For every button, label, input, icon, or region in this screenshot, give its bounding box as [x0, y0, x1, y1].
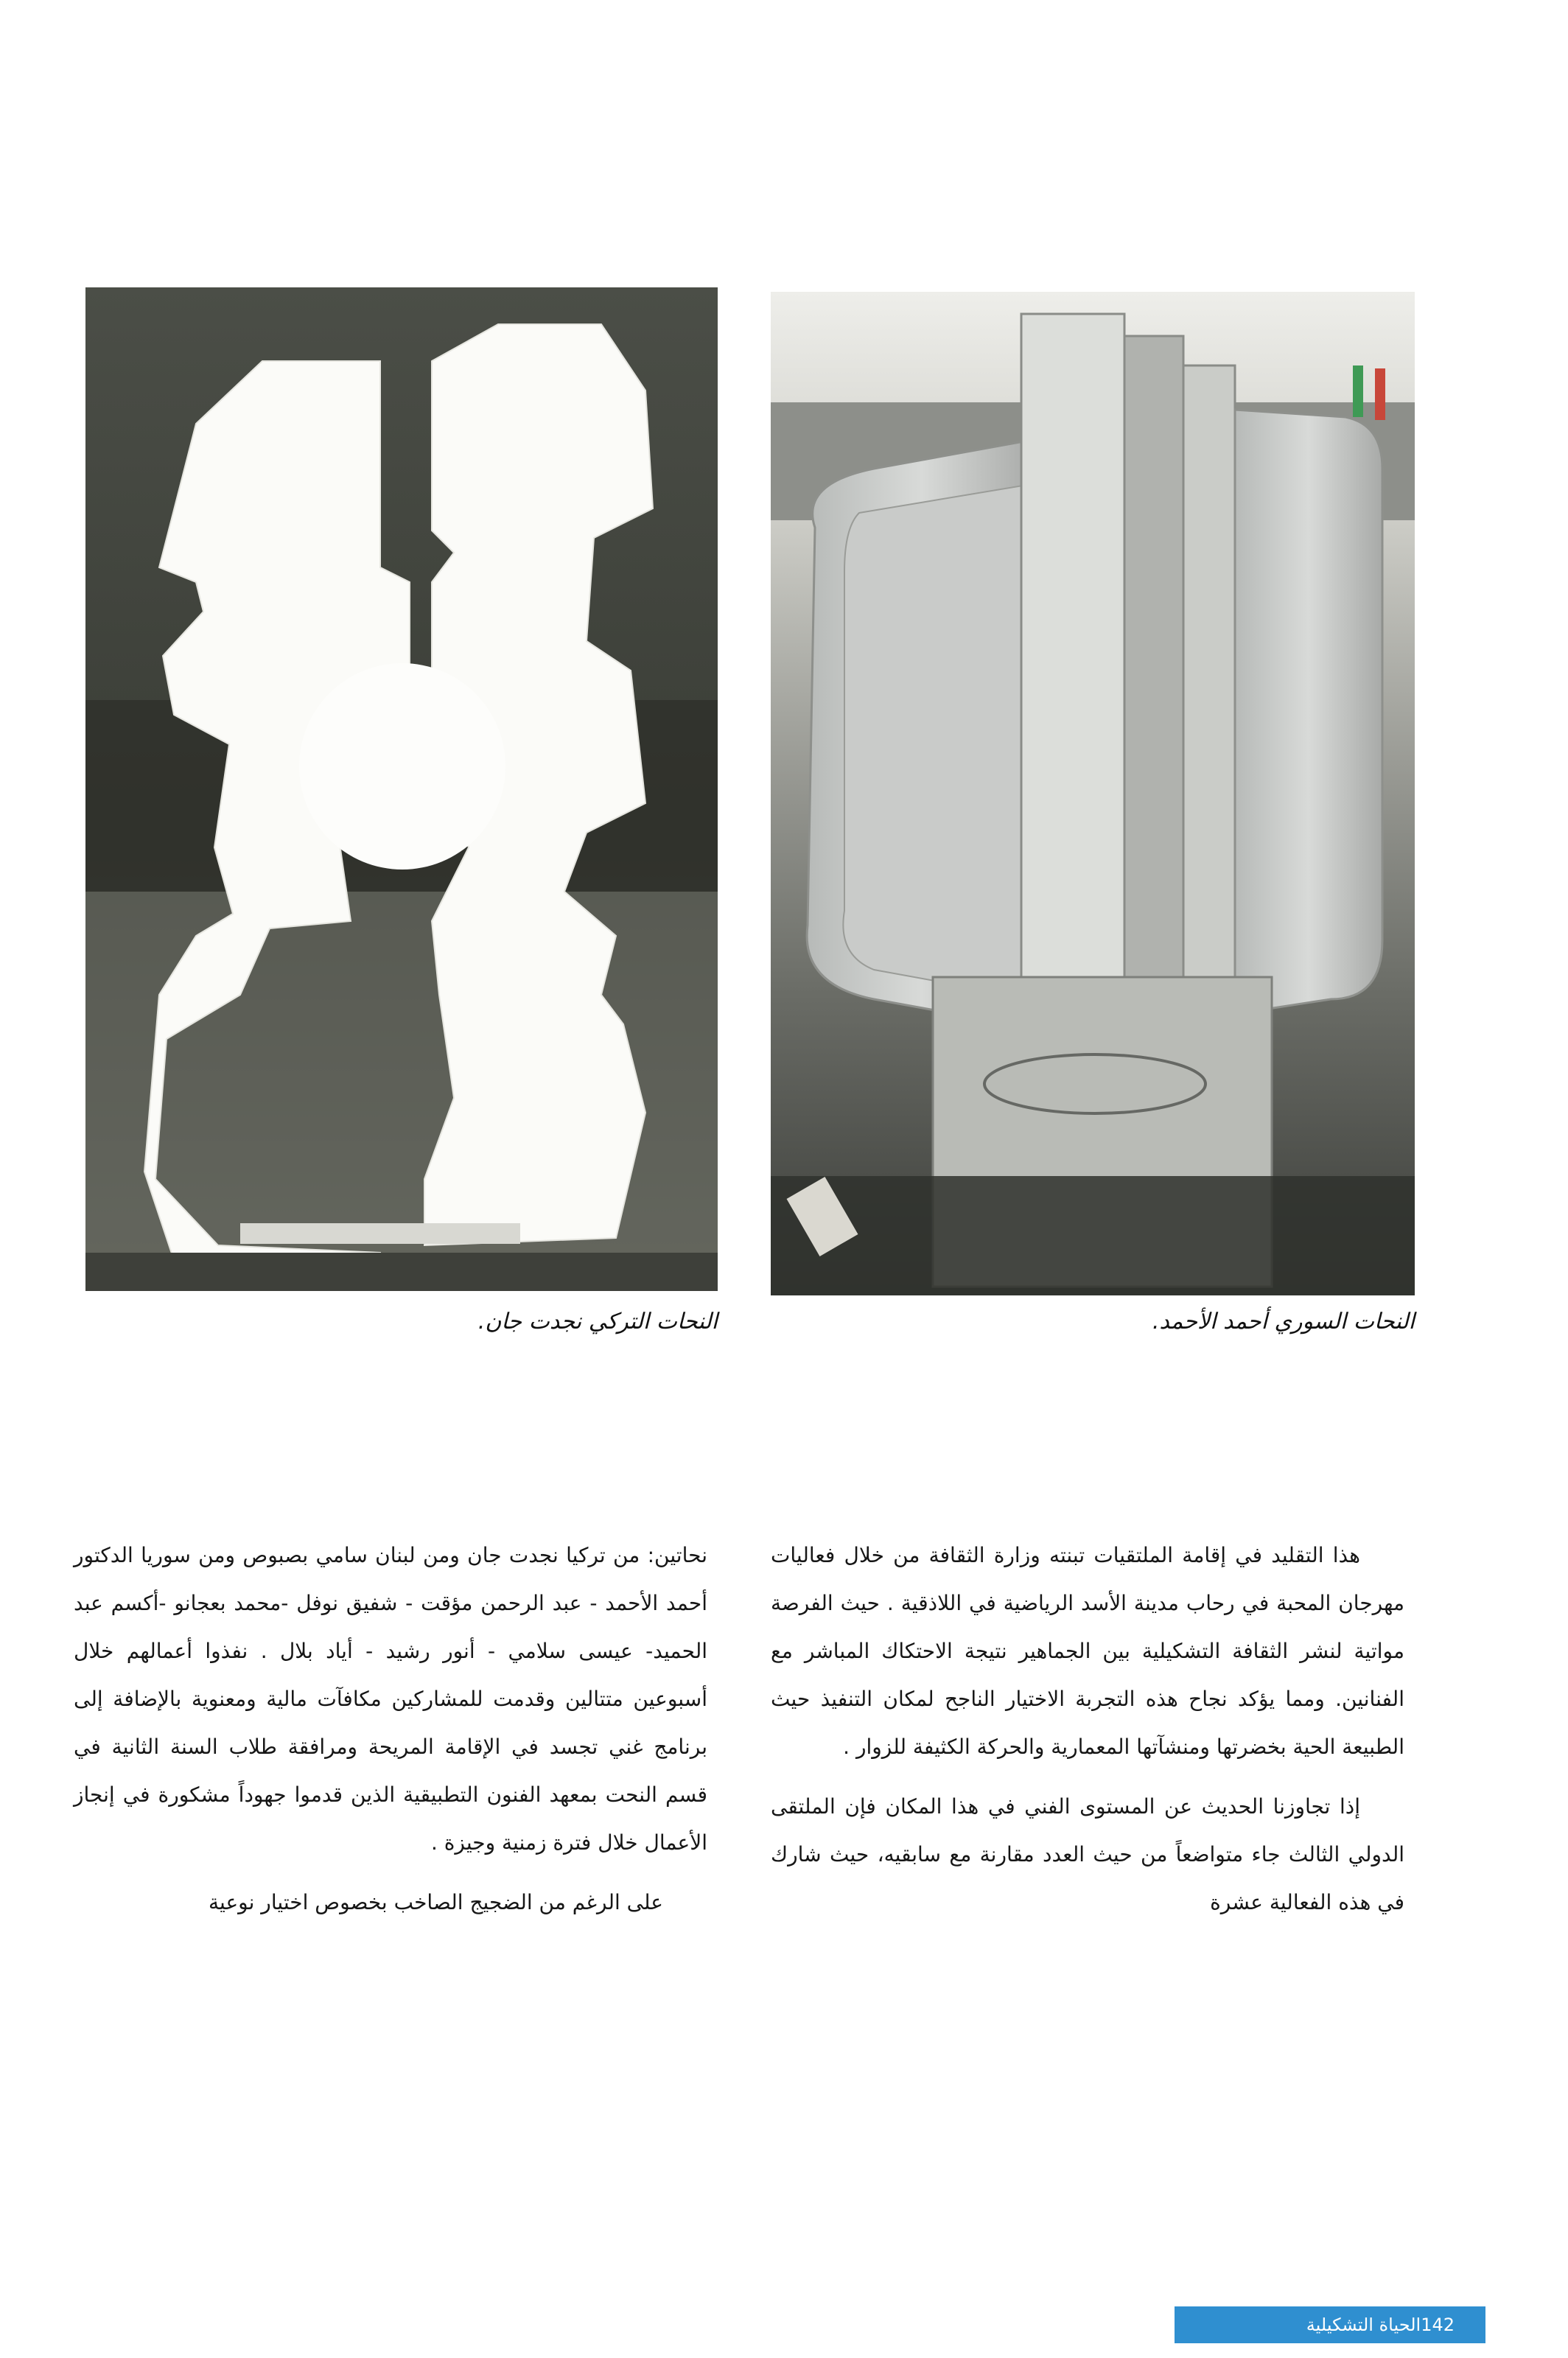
article-column-left: [74, 1531, 707, 1938]
article-column-right: [771, 1531, 1404, 1938]
magazine-title: الحياة التشكيلية: [1306, 2315, 1421, 2335]
article-paragraph: هذا التقليد في إقامة الملتقيات تبنته وزارة الثقافة من خلال فعاليات مهرجان المحبة في رحاب مدينة الأسد الرياضية في اللاذقية . حيث الفرصة مواتية لنشر الثقافة التشكيلية بين الجماهير نتيجة الاحتكاك المباشر مع الفنانين. ومما يؤكد نجاح هذه التجربة الاختيار الناجح لمكان التنفيذ حيث الطبيعة الحية بخضرتها ومنشآتها المعمارية والحركة الكثيفة للزوار .: [771, 1543, 1404, 1759]
article-paragraph: إذا تجاوزنا الحديث عن المستوى الفني في هذا المكان فإن الملتقى الدولي الثالث جاء متواضعاً من حيث العدد مقارنة مع سابقيه، حيث شارك في هذه الفعالية عشرة: [771, 1794, 1404, 1914]
sculpture-white-figure-image: [85, 287, 718, 1291]
page-footer: [1175, 2306, 1485, 2343]
caption-left: النحات التركي نجدت جان.: [477, 1309, 718, 1334]
sculpture-photo-ahmad-al-ahmad: [771, 292, 1415, 1295]
caption-right: النحات السوري أحمد الأحمد.: [1152, 1309, 1415, 1334]
sculpture-photo-nejdet-jan: [85, 287, 718, 1291]
article-paragraph: على الرغم من الضجيج الصاخب بخصوص اختيار نوعية: [208, 1890, 663, 1914]
sculpture-stone-block-image: [771, 292, 1415, 1295]
page-number: 142: [1421, 2315, 1455, 2335]
article-paragraph: نحاتين: من تركيا نجدت جان ومن لبنان سامي بصبوص ومن سوريا الدكتور أحمد الأحمد - عبد الرحمن مؤقت - شفيق نوفل -محمد بعجانو -أكسم عبد الحميد- عيسى سلامي - أنور رشيد - أياد بلال . نفذوا أعمالهم خلال أسبوعين متتالين وقدمت للمشاركين مكافآت مالية ومعنوية بالإضافة إلى برنامج غني تجسد في الإقامة المريحة ومرافقة طلاب السنة الثانية في قسم النحت بمعهد الفنون التطبيقية الذين قدموا جهوداً مشكورة في إنجاز الأعمال خلال فترة زمنية وجيزة .: [74, 1543, 707, 1855]
